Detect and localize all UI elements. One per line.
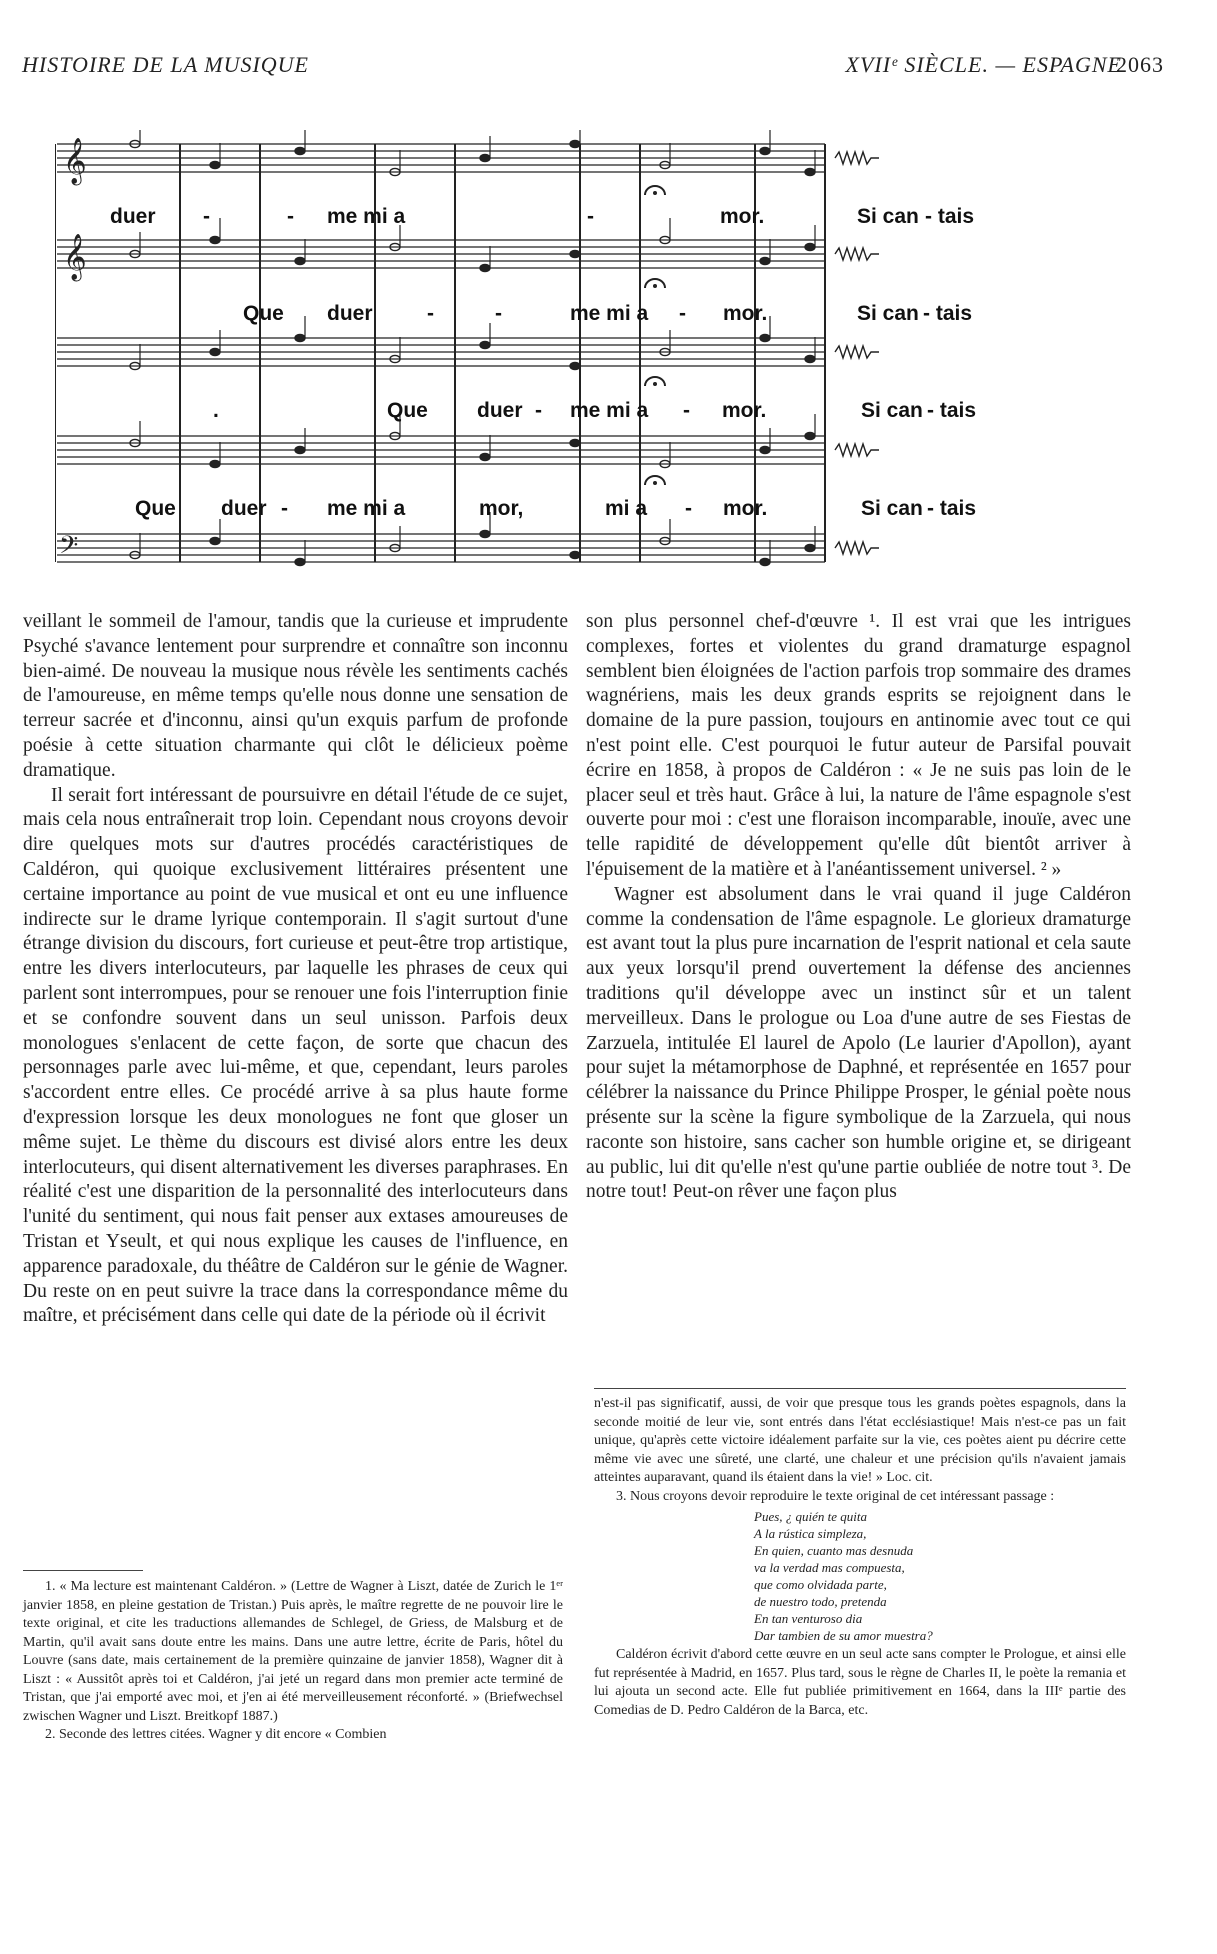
lyric: . [213,399,219,422]
footnote: 3. Nous croyons devoir reproduire le texte original de cet intéressant passage : [616,1488,1055,1504]
footnote-rule [594,1388,1126,1389]
lyric: mor, [479,497,524,520]
notehead [480,341,490,348]
poem-line: En quien, cuanto mas desnuda [754,1543,914,1558]
lyric: duer [477,399,523,422]
lyric: mor. [722,399,767,422]
poem-line: En tan venturoso dia [754,1611,863,1626]
poem-line: que como olvidada parte, [754,1577,887,1592]
score-svg [55,130,1035,600]
fermata-dot [653,481,657,485]
lyric: me mi a [327,497,406,520]
lyric: Si can [861,497,923,520]
continuation-mark [835,248,879,260]
lyric: me mi a [327,205,406,228]
lyric: mor. [720,205,765,228]
treble-clef: 𝄞 [63,234,87,280]
footnote: 1. « Ma lecture est maintenant Caldéron. » (Lettre de Wagner à Liszt, datée de Zurich le 1ᵉʳ janvier 1858, en pleine gestation de Tristan.) Puis après, le maître regrette de ne pouvoir lire le texte original, et cite les traductions allemandes de Schlegel, de Griess, de Malsburg et de Martin, qu'il avait sans doute entre les mains. Dans une autre lettre, écrite de Paris, hôtel du Louvre (sans date, mais certainement de la première quinzaine de janvier 1858), Wagner dit à Liszt : « Aussitôt après toi et Caldéron, j'ai jeté un regard dans mon premier acte terminé de Tristan, que j'ai emporté avec moi, et j'en ai été merveilleusement réconforté. » (Briefwechsel zwischen Wagner und Liszt. Breitkopf 1887.) [23,1579,563,1724]
footnotes-left [23,1578,563,1745]
page-number: 2063 [1116,52,1164,77]
right-column [586,610,1131,1205]
notehead [570,362,580,369]
music-score [55,130,1035,600]
notehead [210,348,220,355]
notehead [570,551,580,558]
footnote-rule [23,1570,143,1571]
notehead [760,147,770,154]
lyric: - [427,302,434,325]
poem-line: Pues, ¿ quién te quita [754,1509,868,1524]
notehead [295,334,305,341]
footnote: Caldéron écrivit d'abord cette œuvre en un seul acte sans compter le Prologue, et ainsi elle fut représentée à Madrid, en 1657. Plus tard, sous le règne de Charles II, le poète la remania et lui ajouta un second acte. Elle fut publiée primitivement en 1664, dans la IIIᵉ partie des Comedias de D. Pedro Caldéron de la Barca, etc. [594,1647,1126,1718]
notehead [570,250,580,257]
lyric: mi a [605,497,648,520]
lyric: - tais [927,497,977,520]
notehead [480,264,490,271]
notehead [210,236,220,243]
notehead [805,432,815,439]
notehead [295,147,305,154]
notehead [210,460,220,467]
notehead [480,154,490,161]
lyric: - [587,205,594,228]
notehead [570,140,580,147]
lyric: - [683,399,690,422]
lyric: Que [387,399,428,422]
lyric: - tais [925,205,975,228]
lyric: duer [221,497,267,520]
notehead [570,439,580,446]
notehead [480,453,490,460]
lyrics-line-4 [135,497,976,520]
footnote: n'est-il pas significatif, aussi, de voir que presque tous les grands poètes espagnols, dans la seconde moitié de leur vie, sont entrés dans l'état ecclésiastique! Mais n'est-ce pas un fait unique, qu'après cette victoire idéalement parfaite sur la vie, ces poètes aient pu décrire cette même vie avec une sûreté, une clarté, une chaleur et une précision qu'ils n'avaient jamais atteintes auparavant, quand ils étaient dans la vie! » Loc. cit. [594,1396,1126,1485]
poem-line: va la verdad mas compuesta, [754,1560,905,1575]
poem-line: de nuestro todo, pretenda [754,1594,887,1609]
poem-line: A la rústica simpleza, [754,1526,867,1541]
notehead [805,243,815,250]
quoted-poem [754,1508,1126,1644]
lyric: - [685,497,692,520]
footnote: 2. Seconde des lettres citées. Wagner y dit encore « Combien [45,1727,387,1742]
notehead [295,558,305,565]
paragraph: Il serait fort intéressant de poursuivre en détail l'étude de ce sujet, mais cela nous entraînerait trop loin. Cependant nous croyons devoir dire quelques mots sur d'autres procédés caractéristiques de Caldéron, qui quoique exclusivement littéraires présentent une certaine importance au point de vue musical et ont eu une influence indirecte sur le drame lyrique contemporain. Il s'agit surtout d'une étrange division du discours, fort curieuse et peut-être trop artistique, entre les divers interlocuteurs, par laquelle les phrases de ceux qui parlent sont interrompues, pour se renouer une fois l'interruption finie et se confondre souvent dans un seul unisson. Parfois deux monologues s'enlacent de cette façon, de sorte que chacun des personnages parle avec lui-même, et que, cependant, leurs paroles s'accordent entre elles. Ce procédé arrive à sa plus haute forme d'expression lorsque les deux monologues ne font que gloser un même sujet. Le thème du discours est divisé alors entre les deux interlocuteurs, qui disent alternativement les diverses paraphrases. En réalité c'est une disparition de la personnalité des interlocuteurs dans l'unité du sentiment, qui nous fait penser aux extases amoureuses de Tristan et Yseult, et qui nous explique les causes de l'influence, en apparence paradoxale, du théâtre de Caldéron sur le génie de Wagner. Du reste on en peut suivre la trace dans la correspondance même du maître, et précisément dans celle qui date de la période où il écrivit [23,784,568,1327]
lyric: - [203,205,210,228]
poem-line: Dar tambien de su amor muestra? [754,1628,933,1643]
lyric: duer [110,205,156,228]
notehead [805,355,815,362]
notehead [480,530,490,537]
lyric: me mi a [570,302,649,325]
notehead [760,334,770,341]
paragraph: son plus personnel chef-d'œuvre ¹. Il est vrai que les intrigues complexes, fortes et violentes du grand dramaturge espagnol semblent bien éloignées de l'action parfois trop sommaire des drames wagnériens, mais les deux grands esprits se rejoignent dans le domaine de la pure passion, toujours en antinomie avec tout ce qui n'est point elle. C'est pourquoi le futur auteur de Parsifal pouvait écrire en 1858, à propos de Caldéron : « Je ne suis pas loin de le placer seul et très haut. Grâce à lui, la nature de l'âme espagnole s'est ouverte pour moi : c'est une floraison incomparable, inouïe, avec une telle rapidité de développement qu'elle dût bientôt arriver à l'épuisement de la matière et à l'anéantissement universel. ² » [586,611,1131,880]
lyric: - tais [923,302,973,325]
lyric: me mi a [570,399,649,422]
notehead [805,544,815,551]
lyric: - [679,302,686,325]
bass-clef: 𝄢 [59,531,79,566]
fermata-dot [653,284,657,288]
lyrics-line-3 [213,399,976,422]
lyric: - [281,497,288,520]
fermata-dot [653,191,657,195]
running-head [22,52,1164,82]
lyric: - [495,302,502,325]
lyric: Si can [857,302,919,325]
paragraph: Wagner est absolument dans le vrai quand il juge Caldéron comme la condensation de l'âme espagnole. Le glorieux dramaturge est avant tout la plus pure incarnation de l'esprit national et cela saute aux yeux lorsqu'il prend ouvertement la défense des anciennes traditions qu'il développe avec un instinct sûr et un talent merveilleux. Dans le prologue ou Loa d'une autre de ses Fiestas de Zarzuela, intitulée El laurel de Apolo (Le laurier d'Apollon), ayant pour sujet la métamorphose de Daphné, et représentée en 1657 pour célébrer la naissance du Prince Philippe Prosper, le génial poète nous présente sur la scène la figure symbolique de la Zarzuela, qui nous raconte son histoire, sans cacher son humble origine et, se dirigeant au public, lui dit qu'elle n'est qu'une partie oubliée de notre tout ³. De notre tout! Peut-on rêver une façon plus [586,883,1131,1203]
footnotes-right [594,1395,1126,1720]
fermata-dot [653,382,657,386]
notehead [805,168,815,175]
lyric: Que [243,302,284,325]
lyric: mor. [723,497,768,520]
lyric: - [535,399,542,422]
continuation-mark [835,152,879,164]
notehead [210,161,220,168]
paragraph: veillant le sommeil de l'amour, tandis que la curieuse et imprudente Psyché s'avance lentement pour surprendre et connaître son inconnu bien-aimé. De nouveau la musique nous révèle les sentiments cachés de l'amoureuse, en même temps qu'elle nous donne une sensation de terreur sacrée et d'inconnu, ainsi qu'un exquis parfum de profonde poésie à cette situation charmante qui clôt le délicieux poème dramatique. [23,611,568,781]
treble-clef: 𝄞 [63,138,87,184]
lyric: duer [327,302,373,325]
notehead [295,257,305,264]
lyric: - [287,205,294,228]
lyric: - tais [927,399,977,422]
notehead [295,446,305,453]
lyric: mor. [723,302,768,325]
lyric: Si can [861,399,923,422]
header-title-right: XVIIᵉ SIÈCLE. — ESPAGNE [845,52,1122,77]
continuation-mark [835,444,879,456]
left-column [23,610,568,1329]
notehead [210,537,220,544]
notehead [760,446,770,453]
notehead [760,558,770,565]
notehead [760,257,770,264]
lyrics-line-1 [110,205,974,228]
lyric: Si can [857,205,919,228]
continuation-mark [835,542,879,554]
lyrics-line-2 [243,302,972,325]
continuation-mark [835,346,879,358]
header-title-left: HISTOIRE DE LA MUSIQUE [22,52,309,77]
lyric: Que [135,497,176,520]
